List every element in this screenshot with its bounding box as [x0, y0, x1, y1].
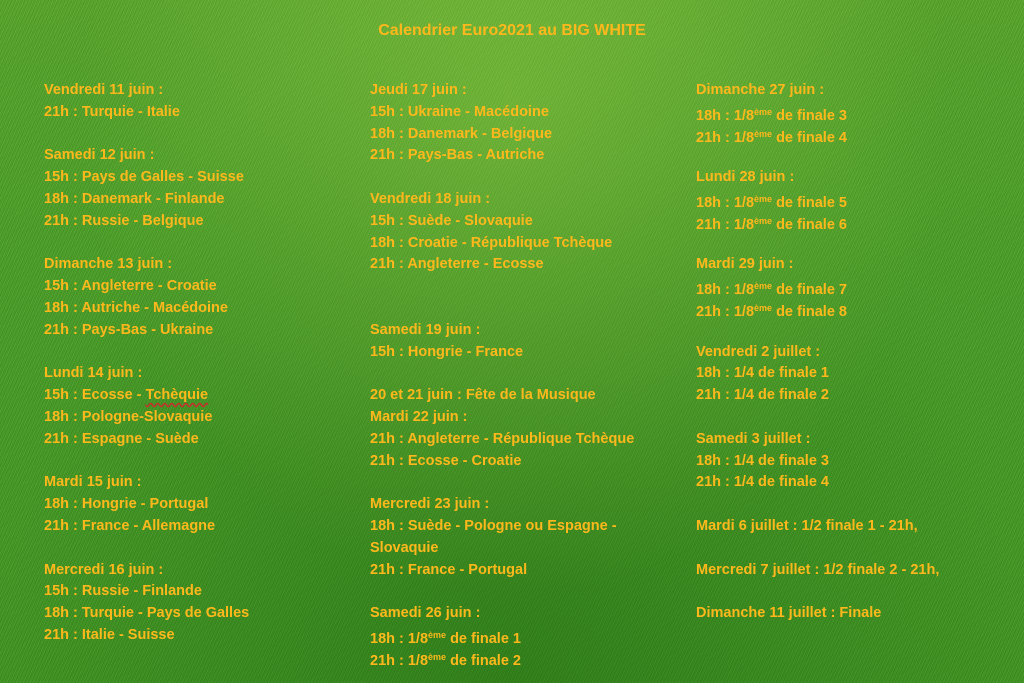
misspelled-word: Tchèquie — [145, 387, 209, 404]
spacer — [370, 581, 690, 603]
spacer — [44, 124, 364, 146]
schedule-line: 21h : Angleterre - Ecosse — [370, 256, 544, 273]
line-text: 21h : 1/8 — [696, 216, 755, 233]
line-text: 21h : 1/8 — [696, 303, 755, 320]
ordinal-superscript: ème — [754, 302, 773, 313]
schedule-line: 20 et 21 juin : Fête de la Musique — [370, 387, 596, 404]
schedule-line: 15h : Ukraine - Macédoine — [370, 103, 549, 120]
line-text: de finale 6 — [772, 216, 847, 233]
schedule-line: Vendredi 2 juillet : — [696, 343, 821, 360]
ordinal-superscript: ème — [754, 215, 773, 226]
schedule-line: 18h : Autriche - Macédoine — [44, 299, 228, 316]
schedule-line — [696, 276, 1016, 298]
schedule-line: Jeudi 17 juin : — [370, 82, 467, 98]
ordinal-superscript: ème — [754, 281, 773, 292]
spacer — [44, 342, 364, 364]
schedule-line: Mardi 29 juin : — [696, 256, 794, 273]
schedule-line — [370, 625, 690, 647]
schedule-line: 18h : Pologne-Slovaquie — [44, 408, 213, 425]
schedule-line: 18h : Danemark - Finlande — [44, 190, 225, 207]
schedule-column-2 — [370, 80, 690, 669]
schedule-line: Mercredi 16 juin : — [44, 561, 164, 578]
schedule-line: 21h : Turquie - Italie — [44, 103, 180, 120]
schedule-line — [696, 211, 1016, 233]
spacer — [370, 167, 690, 189]
schedule-line: Samedi 19 juin : — [370, 321, 481, 338]
line-text: 18h : 1/8 — [696, 194, 755, 211]
schedule-line: 15h : Pays de Galles - Suisse — [44, 169, 244, 186]
schedule-line — [44, 385, 364, 407]
schedule-line: Mardi 6 juillet : 1/2 finale 1 - 21h, — [696, 517, 918, 534]
schedule-line: 21h : Ecosse - Croatie — [370, 452, 522, 469]
schedule-column-3 — [696, 80, 1016, 625]
line-text: de finale 8 — [772, 303, 847, 320]
spacer — [44, 451, 364, 473]
schedule-line: 21h : Pays-Bas - Ukraine — [44, 321, 214, 338]
schedule-line: 18h : Suède - Pologne ou Espagne - — [370, 517, 617, 534]
schedule-line — [370, 647, 690, 669]
line-text: de finale 4 — [772, 129, 847, 146]
schedule-line: Vendredi 18 juin : — [370, 190, 491, 207]
schedule-line: Lundi 28 juin : — [696, 169, 795, 186]
schedule-line — [696, 298, 1016, 320]
schedule-line: Mardi 22 juin : — [370, 408, 468, 425]
schedule-line: Dimanche 11 juillet : Finale — [696, 605, 882, 622]
line-text: de finale 7 — [772, 282, 847, 299]
schedule-line: 18h : Hongrie - Portugal — [44, 496, 209, 513]
schedule-line: Dimanche 27 juin : — [696, 82, 825, 98]
spacer — [44, 233, 364, 255]
schedule-line: 21h : 1/4 de finale 4 — [696, 474, 829, 491]
line-text: 18h : 1/8 — [696, 107, 755, 124]
schedule-line: Mercredi 7 juillet : 1/2 finale 2 - 21h, — [696, 561, 940, 578]
schedule-line — [696, 102, 1016, 124]
schedule-line — [696, 189, 1016, 211]
spacer — [370, 363, 690, 385]
schedule-line: Lundi 14 juin : — [44, 365, 143, 382]
spacer — [370, 472, 690, 494]
spacer — [696, 233, 1016, 255]
spacer — [370, 276, 690, 298]
line-text: de finale 2 — [446, 652, 521, 669]
schedule-line: 15h : Hongrie - France — [370, 343, 524, 360]
schedule-line: 21h : France - Allemagne — [44, 517, 216, 534]
schedule-line: 21h : Italie - Suisse — [44, 626, 175, 643]
schedule-line: Samedi 12 juin : — [44, 147, 155, 164]
schedule-line: 15h : Russie - Finlande — [44, 583, 202, 600]
spacer — [696, 494, 1016, 516]
schedule-line: Samedi 3 juillet : — [696, 430, 811, 447]
schedule-line: 21h : Angleterre - République Tchèque — [370, 430, 635, 447]
line-text: 21h : 1/8 — [370, 652, 429, 669]
spacer — [696, 145, 1016, 167]
schedule-line: Samedi 26 juin : — [370, 605, 481, 622]
schedule-line: Dimanche 13 juin : — [44, 256, 173, 273]
ordinal-superscript: ème — [754, 128, 773, 139]
spacer — [696, 538, 1016, 560]
spacer — [696, 581, 1016, 603]
schedule-line: 18h : 1/4 de finale 1 — [696, 365, 829, 382]
line-text: 18h : 1/8 — [370, 630, 429, 647]
schedule-line: 21h : 1/4 de finale 2 — [696, 387, 829, 404]
spacer — [696, 320, 1016, 342]
schedule-line: 21h : Pays-Bas - Autriche — [370, 147, 545, 164]
schedule-line — [696, 124, 1016, 146]
schedule-line: Vendredi 11 juin : — [44, 82, 164, 98]
schedule-column-1 — [44, 80, 364, 647]
schedule-line: 21h : Russie - Belgique — [44, 212, 204, 229]
schedule-line: 15h : Suède - Slovaquie — [370, 212, 533, 229]
schedule-line: 18h : 1/4 de finale 3 — [696, 452, 829, 469]
spacer — [44, 538, 364, 560]
schedule-line: Mardi 15 juin : — [44, 474, 142, 491]
spacer — [370, 298, 690, 320]
schedule-line: Mercredi 23 juin : — [370, 496, 490, 513]
line-text: 21h : 1/8 — [696, 129, 755, 146]
ordinal-superscript: ème — [754, 106, 773, 117]
schedule-line: 18h : Danemark - Belgique — [370, 125, 553, 142]
line-text: 18h : 1/8 — [696, 282, 755, 299]
schedule-line: 15h : Angleterre - Croatie — [44, 278, 217, 295]
page-title: Calendrier Euro2021 au BIG WHITE — [378, 22, 646, 39]
line-text: de finale 5 — [772, 194, 847, 211]
schedule-line: 21h : France - Portugal — [370, 561, 528, 578]
schedule-line: 21h : Espagne - Suède — [44, 430, 199, 447]
ordinal-superscript: ème — [754, 193, 773, 204]
ordinal-superscript: ème — [428, 651, 447, 662]
spacer — [696, 407, 1016, 429]
line-text: de finale 1 — [446, 630, 521, 647]
line-text: 15h : Ecosse - — [44, 387, 146, 404]
line-text: de finale 3 — [772, 107, 847, 124]
schedule-line: Slovaquie — [370, 539, 439, 556]
schedule-line: 18h : Turquie - Pays de Galles — [44, 605, 250, 622]
schedule-line: 18h : Croatie - République Tchèque — [370, 234, 613, 251]
ordinal-superscript: ème — [428, 629, 447, 640]
